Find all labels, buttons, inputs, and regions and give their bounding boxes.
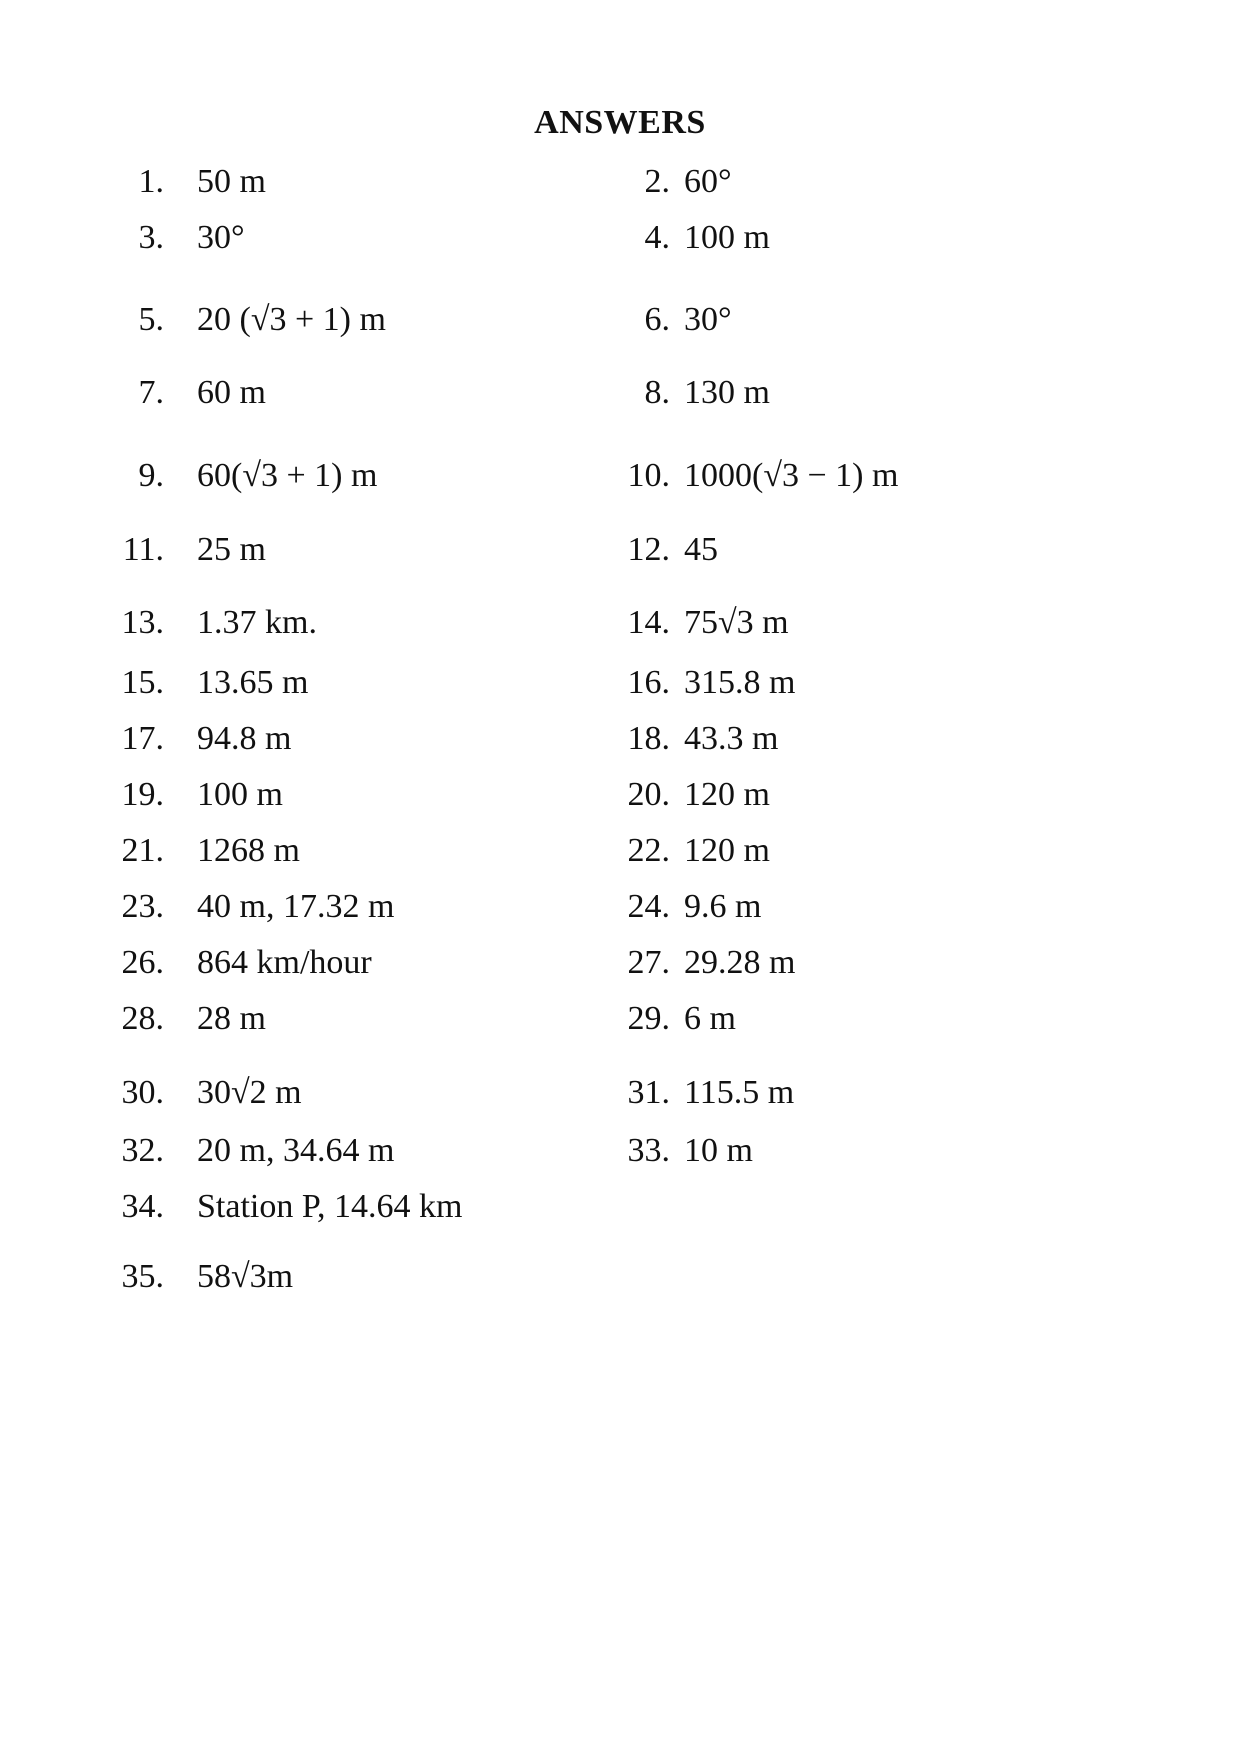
answer-item — [120, 887, 395, 927]
answer-text: 75√3 m — [684, 604, 789, 641]
answer-text: 1.37 km. — [197, 604, 317, 641]
answer-text: 315.8 m — [684, 664, 796, 701]
answer-text: 40 m, 17.32 m — [197, 888, 395, 925]
answer-text: 94.8 m — [197, 720, 292, 757]
answer-item — [120, 719, 292, 759]
answer-item — [120, 162, 266, 202]
answer-text: 58√3m — [197, 1258, 294, 1295]
answer-text: Station P, 14.64 km — [197, 1188, 463, 1225]
answer-item — [120, 300, 386, 340]
answer-item — [120, 1073, 302, 1113]
page-title: ANSWERS — [534, 104, 706, 141]
answer-item — [120, 775, 283, 815]
answer-number: 16. — [627, 664, 670, 701]
answer-number: 9. — [138, 457, 164, 494]
answer-item — [626, 775, 770, 815]
answer-item — [626, 943, 796, 983]
answer-number: 1. — [138, 163, 164, 200]
answer-text: 50 m — [197, 163, 266, 200]
answer-number: 15. — [121, 664, 164, 701]
answer-number: 3. — [138, 219, 164, 256]
answer-item — [120, 831, 300, 871]
answer-item — [626, 603, 789, 643]
answer-number: 28. — [121, 1000, 164, 1037]
answer-text: 100 m — [684, 219, 770, 256]
answer-item — [626, 530, 718, 570]
answer-text: 20 m, 34.64 m — [197, 1132, 395, 1169]
answer-item — [626, 887, 762, 927]
answer-item — [120, 943, 372, 983]
answer-text: 130 m — [684, 374, 770, 411]
answer-item — [626, 162, 732, 202]
answer-text: 30√2 m — [197, 1074, 302, 1111]
answer-number: 17. — [121, 720, 164, 757]
answer-item — [626, 999, 736, 1039]
answer-number: 24. — [627, 888, 670, 925]
answer-item — [120, 373, 266, 413]
answer-item — [626, 456, 899, 496]
answer-text: 60° — [684, 163, 732, 200]
answer-item — [120, 1187, 463, 1227]
answer-text: 1000(√3 − 1) m — [684, 457, 899, 494]
answer-text: 43.3 m — [684, 720, 779, 757]
answer-number: 7. — [138, 374, 164, 411]
answer-text: 120 m — [684, 832, 770, 869]
answer-text: 60(√3 + 1) m — [197, 457, 378, 494]
answer-text: 864 km/hour — [197, 944, 372, 981]
answer-text: 60 m — [197, 374, 266, 411]
answer-text: 13.65 m — [197, 664, 309, 701]
answer-number: 22. — [627, 832, 670, 869]
answer-item — [120, 456, 378, 496]
answer-number: 11. — [122, 531, 164, 568]
answer-item — [626, 218, 770, 258]
answer-number: 4. — [644, 219, 670, 256]
answer-number: 34. — [121, 1188, 164, 1225]
answer-item — [626, 663, 796, 703]
answer-text: 20 (√3 + 1) m — [197, 301, 386, 338]
answer-number: 2. — [644, 163, 670, 200]
answer-item — [120, 603, 317, 643]
answer-number: 33. — [627, 1132, 670, 1169]
answer-number: 30. — [121, 1074, 164, 1111]
answer-number: 10. — [627, 457, 670, 494]
answer-text: 28 m — [197, 1000, 266, 1037]
answer-text: 45 — [684, 531, 718, 568]
answer-item — [626, 300, 732, 340]
answer-number: 29. — [627, 1000, 670, 1037]
answer-item — [120, 663, 309, 703]
answer-number: 5. — [138, 301, 164, 338]
answer-text: 25 m — [197, 531, 266, 568]
answer-text: 115.5 m — [684, 1074, 795, 1111]
answer-item — [120, 999, 266, 1039]
answer-item — [120, 530, 266, 570]
answer-item — [120, 218, 245, 258]
answer-text: 1268 m — [197, 832, 300, 869]
answer-item — [626, 373, 770, 413]
answer-number: 21. — [121, 832, 164, 869]
answer-item — [626, 831, 770, 871]
answer-number: 12. — [627, 531, 670, 568]
answer-number: 8. — [644, 374, 670, 411]
answer-text: 100 m — [197, 776, 283, 813]
answer-number: 20. — [627, 776, 670, 813]
answer-number: 32. — [121, 1132, 164, 1169]
answer-number: 14. — [627, 604, 670, 641]
answer-number: 13. — [121, 604, 164, 641]
answer-text: 29.28 m — [684, 944, 796, 981]
answer-text: 30° — [197, 219, 245, 256]
answer-item — [626, 1073, 795, 1113]
answer-text: 10 m — [684, 1132, 753, 1169]
answer-text: 30° — [684, 301, 732, 338]
answer-number: 18. — [627, 720, 670, 757]
answer-item — [120, 1131, 395, 1171]
answer-number: 26. — [121, 944, 164, 981]
answer-text: 120 m — [684, 776, 770, 813]
answer-number: 27. — [627, 944, 670, 981]
answer-item — [626, 719, 779, 759]
answer-item — [626, 1131, 753, 1171]
answer-number: 19. — [121, 776, 164, 813]
answer-number: 35. — [121, 1258, 164, 1295]
answer-number: 23. — [121, 888, 164, 925]
answer-text: 9.6 m — [684, 888, 762, 925]
answer-number: 6. — [644, 301, 670, 338]
answer-number: 31. — [627, 1074, 670, 1111]
answer-item — [120, 1257, 294, 1297]
answer-text: 6 m — [684, 1000, 736, 1037]
